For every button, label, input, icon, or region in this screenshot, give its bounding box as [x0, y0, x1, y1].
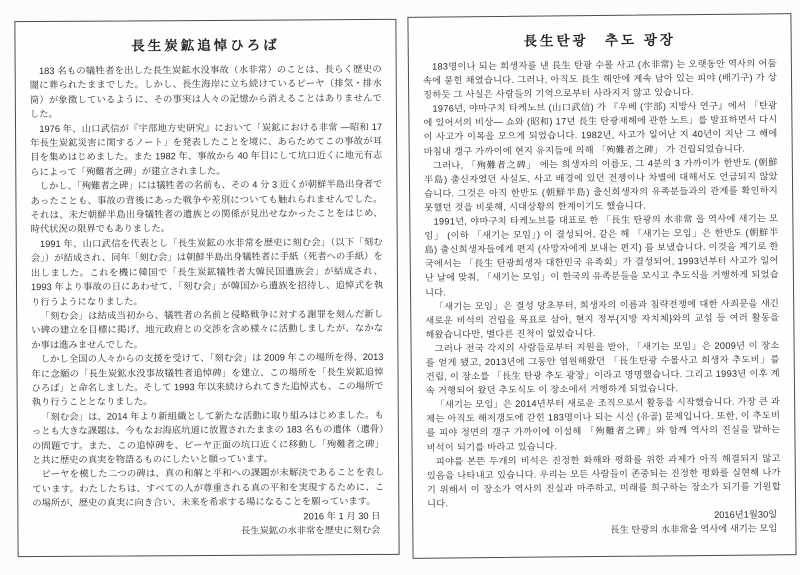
paragraph: 183명이나 되는 희생자를 낸 長生 탄광 수몰 사고 (水非常) 는 오랫동안 역사의 어둠속에 묻힌 채였습니다. 그러나, 아직도 長生 해안에 계속 남아 있는 피야 (배기구) 가 상징하듯 그 사실은 사람들의 기억으로부터 사라지지 않고 있습니다.	[422, 58, 778, 100]
paragraph: ピーヤを模した二つの碑は、真の和解と平和への課題が未解決であることを表しています。わたしたちは、すべての人が尊重される真の平和を実現するために、この場所が、歴史の真実に向き合い、未来を希求する場になることを願っています。	[32, 467, 385, 509]
japanese-page-title: 長生炭鉱追悼ひろば	[131, 37, 280, 54]
korean-page	[407, 13, 796, 559]
paragraph: 피야를 본뜬 두개의 비석은 진정한 화해와 평화를 위한 과제가 아직 해결되지 않고 있음을 나타내고 있습니다. 우리는 모든 사람들이 존중되는 진정한 평화를 실현해 나가기 위해서 이 장소가 역사의 진실과 마주하고, 미래를 희구하는 장소가 되기를 기원합니다.	[426, 452, 781, 509]
japanese-date: 2016 年 1 月 30 日	[303, 510, 381, 522]
japanese-page-body	[30, 62, 385, 511]
paragraph: 1976 年、山口武信が『宇部地方史研究』において「炭鉱における非常 ―昭和 17 年長生炭鉱災害に関するノート」を発表したことを境に、あらためてこの事故が耳目を集めはじめました。また 1982 年、事故から 40 年目にして坑口近くに地元有志らによって「殉難者之碑」が建立されました。	[30, 121, 383, 177]
japanese-page	[14, 19, 399, 557]
paragraph: 1991 年、山口武信を代表とし「長生炭鉱の水非常を歴史に刻む会」（以下「刻む会」）が結成され、同年「刻む会」は朝鮮半島出身犠牲者に手紙（死者への手紙）を出しました。これを機に韓国で「長生炭鉱犠牲者大韓民国遺族会」が結成され、1993 年より事故の日にあわせて、「刻む会」が韓国から遺族を招待し、追悼式を執り行うようになりました。	[30, 236, 384, 307]
paragraph: 그러나 전국 각지의 사람들로부터 지원을 받아, 「새기는 모임」은 2009년 이 장소를 얻게 됐고, 2013년에 그동안 염원해왔던 「長生탄광 수몰사고 희생자 추도비」를 건립, 이 장소를 「長生 탄광 추도 광장」이라고 명명했습니다. 그리고 1993년 이후 계속 거행되어 왔던 추도식도 이 장소에서 거행하게 되었습니다.	[425, 340, 780, 396]
paragraph: しかし、「殉難者之碑」には犠牲者の名前も、その 4 分 3 近くが朝鮮半島出身者であったことも、事故の背後にあった戦争や差別についても触れられませんでした。それは、未だ朝鮮半島出身犠牲者の遺族との関係が見出せなかったことをはじめ、時代状況の限界でもありました。	[30, 179, 383, 235]
paragraph: 183 名もの犠牲者を出した長生炭鉱水没事故（水非常）のことは、長らく歴史の闇に葬られたままでした。しかし、長生海岸に立ち続けているピーヤ（排気・排水筒）が象徴しているように、その事実は人々の記憶から消えることはありませんでした。	[29, 63, 382, 120]
paragraph: 「刻む会」は、2014 年より新組織として新たな活動に取り組みはじめました。もっとも大きな課題は、今もなお海底坑道に放置されたままの 183 名もの遺体（遺骨）の問題です。また、この追悼碑を、ピーヤ正面の坑口近くに移動し「殉難者之碑」と共に歴史の真実を物語るものにしたいと願っています。	[31, 409, 384, 466]
korean-page-title: 長生탄광 추도 광장	[523, 32, 676, 49]
paragraph: 「刻む会」は結成当初から、犠牲者の名前と侵略戦争に対する謝罪を刻んだ新しい碑の建立を目標に掲げ、地元政府との交渉を含め様々に活動しましたが、なかなか事は進みませんでした。	[31, 308, 384, 350]
japanese-signature: 長生炭鉱の水非常を歴史に刻む会	[240, 524, 381, 536]
paragraph: 「새기는 모임」은 결성 당초부터, 희생자의 이름과 침략전쟁에 대한 사죄문을 새긴 새로운 비석의 건립을 목표로 삼아, 현지 정부{지방 자치체}와의 교섭 등 여러 활동을 해왔습니다만, 별다른 진척이 없었습니다.	[425, 297, 780, 340]
paragraph: 「새기는 모임」은 2014년부터 새로운 조직으로서 활동을 시작했습니다. 가장 큰 과제는 아직도 해저갱도에 갇힌 183명이나 되는 시신 (유골) 문제입니다. 또한, 이 추도비를 피야 정면의 갱구 가까이에 이설해 「殉難者之碑」와 함께 역사의 진실을 말하는 비석이 되기를 바라고 있습니다.	[426, 396, 781, 453]
paragraph: 그러나, 「殉難者之碑」 에는 희생자의 이름도, 그 4분의 3 가까이가 한반도 (朝鮮半島) 출신자였던 사실도, 사고 배경에 있던 전쟁이나 차별에 대해서도 언급되지 않았습니다. 그것은 아직 한반도 (朝鮮半島) 출신희생자의 유족분들과의 관계를 확인하지 못했던 것을 비롯해, 시대상황의 한계이기도 했습니다.	[423, 156, 779, 213]
korean-signature: 長生 탄광의 水非常을 역사에 새기는 모임	[610, 523, 778, 536]
paragraph: 1991년, 야마구치 타케노브를 대표로 한 「長生 탄광의 水非常 을 역사에 새기는 모임」 (이하 「새기는 모임」) 이 결성되어, 같은 해 「새기는 모임」은 한반도 (朝鮮半島) 출신희생자들에게 편지 (사망자에게 보내는 편지) 를 보냈습니다. 이것을 계기로 한국에서는 「長生 탄광희생자 대한민국 유족회」가 결성되어, 1993년부터 사고가 일어난 날에 맞춰, 「새기는 모임」이 한국의 유족분들을 모시고 추도식을 거행하게 되었습니다.	[424, 213, 779, 298]
paragraph: 1976년, 야마구치 타케노브 (山口武信) 가 『우베 (宇部) 지방사 연구』에서 「탄광에 있어서의 비상— 쇼와 (昭和) 17년 長生 탄광재해에 관한 노트」를 발표하면서 다시 이 사고가 이목을 모으게 되었습니다. 1982년, 사고가 일어난 지 40년이 지난 그 해에 마침내 갱구 가까이에 현지 유지들에 의해 「殉難者之碑」 가 건립되었습니다.	[423, 100, 778, 157]
paragraph: しかし全国の人々からの支援を受けて、「刻む会」は 2009 年この場所を得、2013 年に念願の「長生炭鉱水没事故犠牲者追悼碑」を建立、この場所を「長生炭鉱追悼ひろば」と命名しました。そして 1993 年以来続けられてきた追悼式も、この場所で執り行うこととなりました。	[31, 352, 384, 408]
korean-page-body	[423, 56, 781, 510]
korean-date: 2016년1월30일	[714, 509, 778, 520]
